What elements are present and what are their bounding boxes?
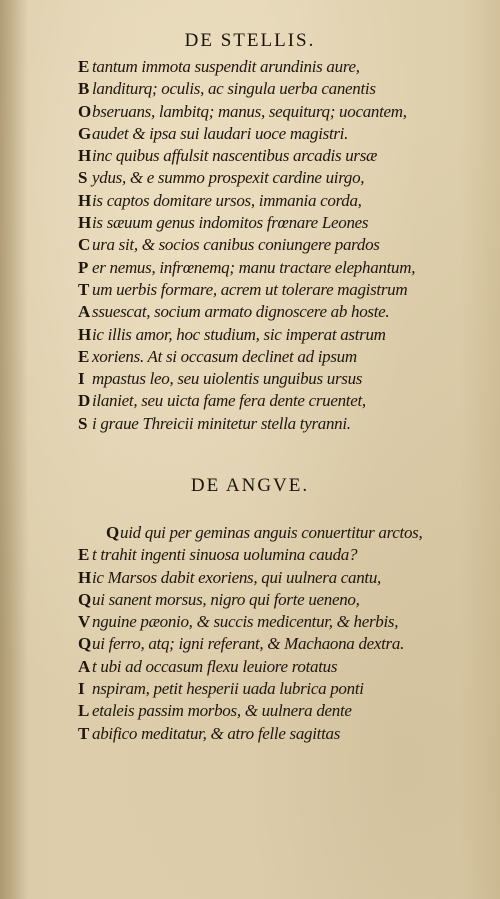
verse-text: ssuescat, socium armato dignoscere ab hoste.: [92, 302, 390, 322]
verse-line: [78, 145, 478, 167]
verse-initial: A: [78, 302, 90, 322]
poem-de-stellis: [78, 56, 478, 435]
verse-text: nguine pæonio, & succis medicentur, & herbis,: [92, 612, 399, 632]
verse-text: abifico meditatur, & atro felle sagittas: [92, 723, 341, 743]
verse-initial: B: [78, 79, 90, 99]
verse-line: [78, 279, 478, 301]
verse-line: [78, 589, 478, 611]
verse-initial: A: [78, 656, 90, 676]
verse-text: uid qui per geminas anguis conuertitur arctos,: [120, 523, 423, 542]
verse-text: um uerbis formare, acrem ut tolerare magistrum: [92, 279, 408, 299]
verse-line: [78, 390, 478, 412]
verse-line: [78, 611, 478, 633]
verse-initial: H: [78, 190, 91, 210]
verse-line: [78, 324, 478, 346]
verse-line: [78, 522, 478, 544]
verse-text: t trahit ingenti sinuosa uolumina cauda?: [92, 545, 358, 565]
verse-initial: E: [78, 57, 90, 76]
verse-line: [78, 346, 478, 368]
verse-initial: S: [78, 168, 88, 188]
verse-initial: O: [78, 101, 91, 121]
verse-line: [78, 567, 478, 589]
section-title-de-stellis: DE STELLIS.: [184, 30, 316, 51]
verse-line: [78, 544, 478, 566]
verse-initial: G: [78, 123, 91, 143]
verse-text: mpastus leo, seu uiolentis unguibus ursus: [92, 369, 363, 389]
verse-initial: Q: [78, 634, 91, 654]
verse-text: etaleis passim morbos, & uulnera dente: [92, 701, 352, 721]
verse-line: [78, 123, 478, 145]
gutter-shadow: [0, 0, 28, 899]
verse-text: inc quibus affulsit nascentibus arcadis ursæ: [92, 146, 378, 166]
verse-text: ydus, & e summo prospexit cardine uirgo,: [92, 168, 365, 188]
section-title-de-angue: DE ANGVE.: [190, 475, 310, 496]
verse-initial: H: [78, 213, 91, 233]
verse-line: [78, 167, 478, 189]
verse-text: landiturq; oculis, ac singula uerba canentis: [92, 79, 376, 99]
verse-line: [78, 700, 478, 722]
verse-text: i graue Threicii minitetur stella tyranni.: [92, 413, 351, 433]
verse-initial: T: [78, 723, 90, 743]
verse-initial: I: [78, 369, 85, 389]
verse-line: [78, 101, 478, 123]
verse-line: [78, 190, 478, 212]
verse-text: is captos domitare ursos, immania corda,: [92, 190, 362, 210]
verse-initial: D: [78, 391, 90, 411]
verse-line: [78, 413, 478, 435]
verse-line: [78, 723, 478, 745]
verse-initial: H: [78, 324, 91, 344]
verse-line: [78, 78, 478, 100]
verse-text: audet & ipsa sui laudari uoce magistri.: [92, 123, 349, 143]
verse-text: xoriens. At si occasum declinet ad ipsum: [92, 346, 357, 366]
verse-text: ilaniet, seu uicta fame fera dente cruentet,: [92, 391, 366, 411]
verse-text: ic Marsos dabit exoriens, qui uulnera cantu,: [92, 567, 381, 587]
verse-text: ura sit, & socios canibus coniungere pardos: [92, 235, 380, 255]
verse-line: [78, 212, 478, 234]
verse-text: ui ferro, atq; igni referant, & Machaona dextra.: [92, 634, 405, 654]
verse-initial: Q: [78, 589, 91, 609]
verse-initial: I: [78, 679, 85, 699]
verse-initial: T: [78, 279, 90, 299]
verse-text: nspiram, petit hesperii uada lubrica ponti: [92, 679, 364, 699]
verse-text: bseruans, lambitq; manus, sequiturq; uocantem,: [92, 101, 407, 121]
verse-initial: H: [78, 146, 91, 166]
verse-line: [78, 678, 478, 700]
verse-initial: L: [78, 701, 90, 721]
verse-text: ic illis amor, hoc studium, sic imperat astrum: [92, 324, 386, 344]
verse-initial: S: [78, 413, 88, 433]
poem-de-angue: [78, 522, 478, 745]
verse-text: is sæuum genus indomitos frœnare Leones: [92, 213, 369, 233]
verse-initial: V: [78, 612, 90, 632]
verse-text: tantum immota suspendit arundinis aure,: [92, 57, 360, 76]
verse-line: [78, 656, 478, 678]
verse-initial: E: [78, 545, 90, 565]
verse-initial: P: [78, 257, 89, 277]
verse-line: [78, 234, 478, 256]
verse-text: er nemus, infrœnemq; manu tractare elephantum,: [92, 257, 416, 277]
verse-line: [78, 257, 478, 279]
verse-initial: Q: [106, 523, 119, 542]
verse-initial: C: [78, 235, 90, 255]
verse-text: ui sanent morsus, nigro qui forte ueneno,: [92, 589, 360, 609]
verse-text: t ubi ad occasum flexu leuiore rotatus: [92, 656, 338, 676]
verse-line: [78, 633, 478, 655]
verse-initial: E: [78, 346, 90, 366]
verse-line: [78, 56, 478, 78]
verse-line: [78, 368, 478, 390]
verse-initial: H: [78, 567, 91, 587]
verse-line: [78, 301, 478, 323]
